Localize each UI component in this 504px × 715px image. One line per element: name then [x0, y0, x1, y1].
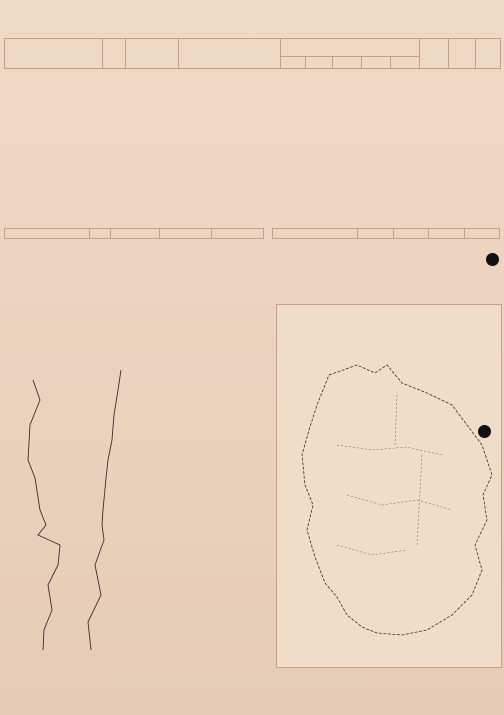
- upper-air-diagram: [0, 360, 272, 666]
- station-weather-table: [4, 38, 501, 69]
- col-temp-group: [281, 39, 420, 57]
- dewpoint-difference-curve: [28, 380, 60, 650]
- country-border: [302, 365, 492, 635]
- soil-h-50: [429, 229, 465, 239]
- temperature-profile: [88, 370, 121, 650]
- col-weather: [126, 39, 179, 69]
- pressure-table: [4, 228, 264, 239]
- sun-moon-block: [6, 282, 500, 304]
- pressure-h-sea: [160, 229, 212, 239]
- soil-h-100: [464, 229, 500, 239]
- col-min: [333, 57, 362, 69]
- longterm-mean: [6, 310, 266, 334]
- col-sun: [420, 39, 449, 69]
- pressure-h-station: [5, 229, 90, 239]
- col-7h: [281, 57, 306, 69]
- pressure-h-mb: [212, 229, 264, 239]
- punch-hole-2: [478, 425, 491, 438]
- soil-h-20: [393, 229, 429, 239]
- col-night2m: [362, 57, 391, 69]
- soil-h-station: [273, 229, 358, 239]
- germany-map: [277, 335, 501, 665]
- col-max: [306, 57, 333, 69]
- col-snow: [476, 39, 501, 69]
- pressure-h-mm: [111, 229, 160, 239]
- temperature-map-panel: [276, 304, 502, 668]
- page-title: [160, 6, 190, 19]
- col-rain: [449, 39, 476, 69]
- soil-h-10: [358, 229, 394, 239]
- col-station: [5, 39, 103, 69]
- col-wind: [179, 39, 281, 69]
- col-height: [103, 39, 126, 69]
- soil-temperature-table: [272, 228, 500, 239]
- punch-hole-1: [486, 253, 499, 266]
- pressure-h-height: [90, 229, 111, 239]
- state-border: [337, 395, 452, 555]
- col-nightground: [391, 57, 420, 69]
